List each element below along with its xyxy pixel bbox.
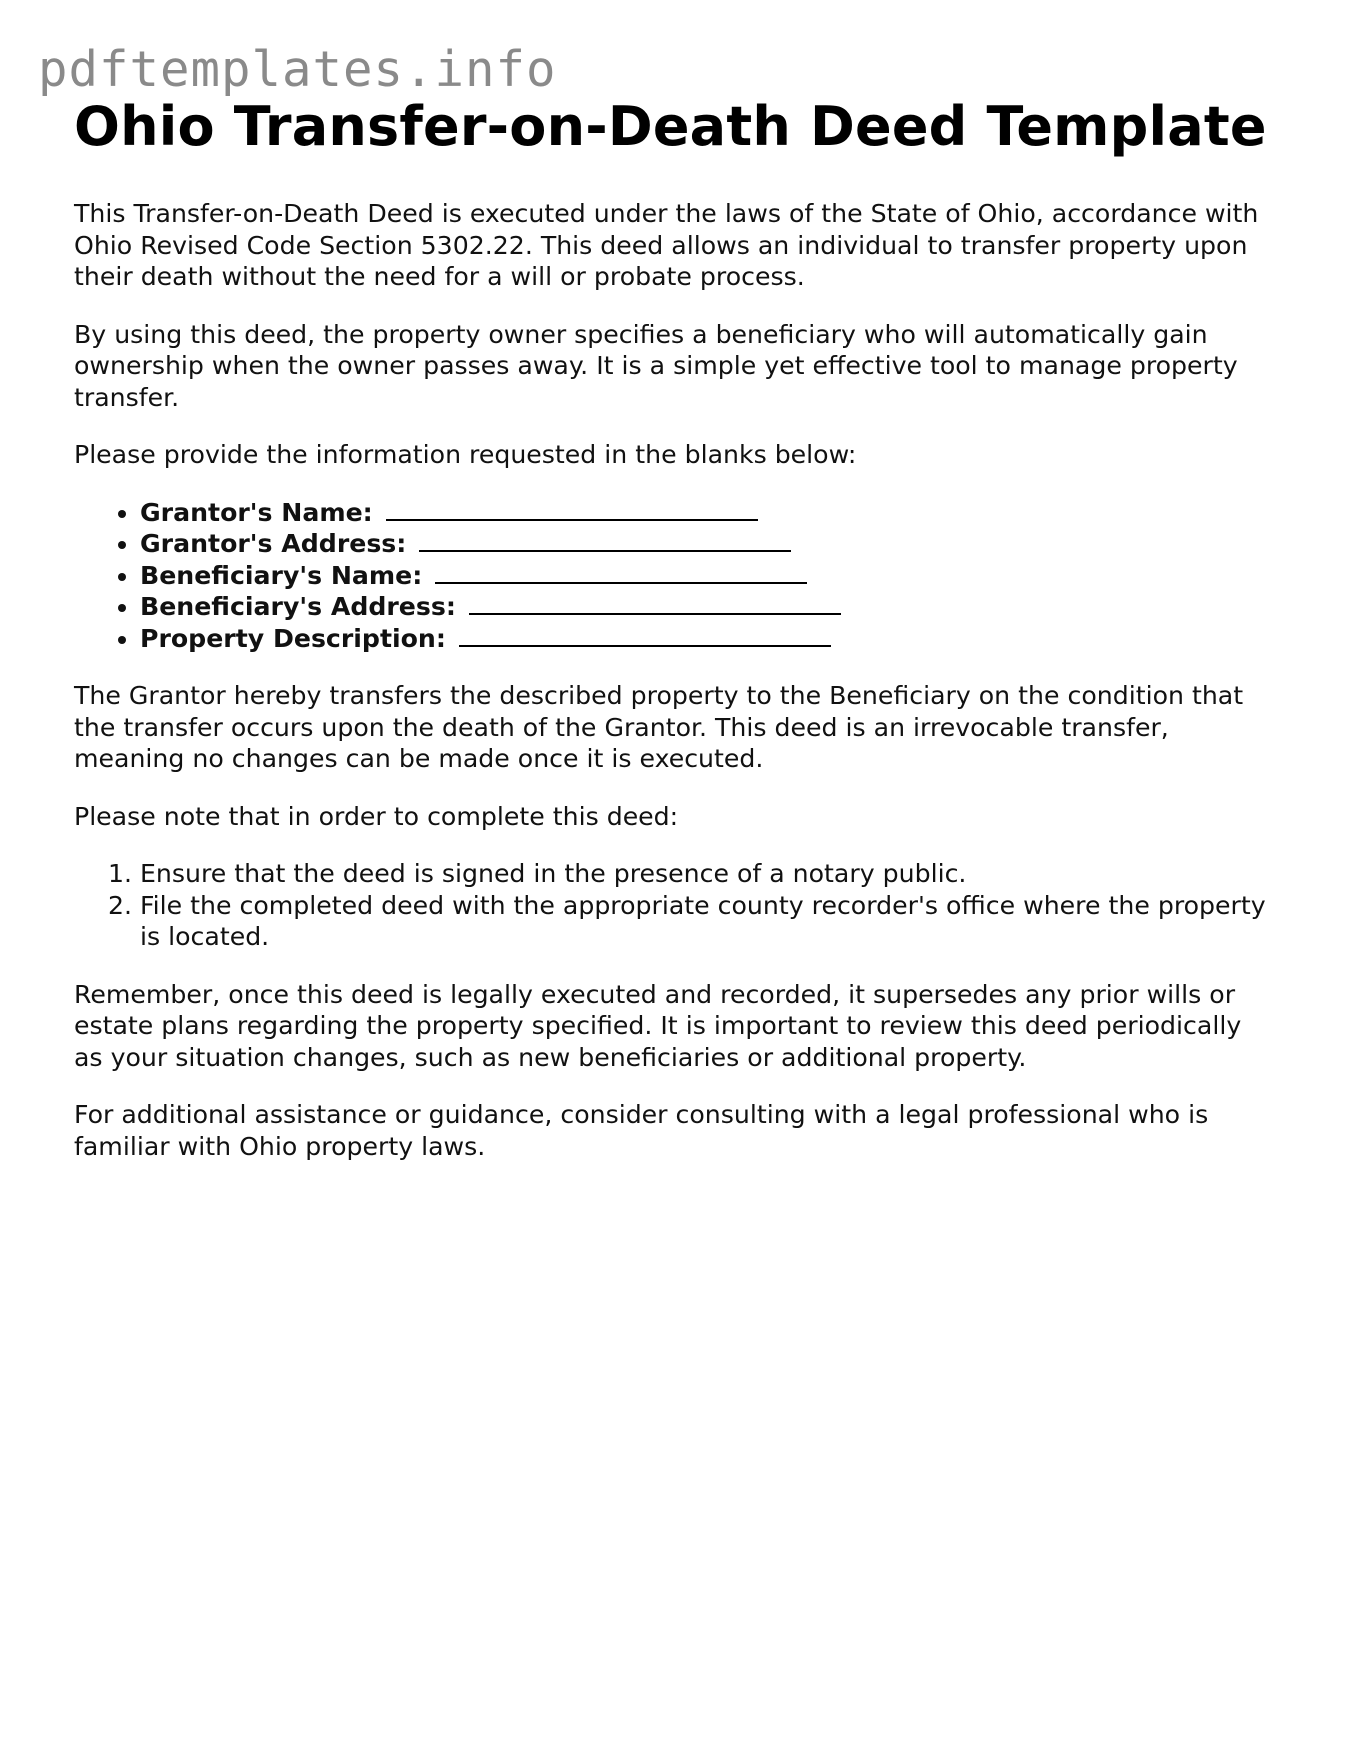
field-label: Beneficiary's Address: [140, 592, 456, 621]
field-grantor-name [140, 497, 1274, 529]
usage-paragraph: By using this deed, the property owner specifies a beneficiary who will automatically gain ownership when the owner passes away. It is a simple yet effective tool to manage property transfer. [74, 319, 1238, 412]
blank-line[interactable] [435, 560, 807, 584]
intro-paragraph: This Transfer-on-Death Deed is executed under the laws of the State of Ohio, accordance with Ohio Revised Code Section 5302.22. This deed allows an individual to transfer property upon their death without the need for a will or probate process. [74, 199, 1259, 291]
field-label: Beneficiary's Name: [140, 560, 423, 590]
field-grantor-address [140, 528, 1274, 560]
watermark: pdftemplates.info [38, 41, 557, 98]
remember-paragraph: Remember, once this deed is legally executed and recorded, it supersedes any prior wills or estate plans regarding the property specified. It is important to review this deed periodically as your situation changes, such as new beneficiaries or additional property. [74, 979, 1242, 1072]
blank-line[interactable] [386, 497, 758, 521]
request-paragraph: Please provide the information requested in the blanks below: [74, 440, 857, 469]
step-item: 2. File the completed deed with the appropriate county recorder's office where the property is located. [140, 890, 1274, 953]
document-page [74, 92, 1274, 1188]
document-body [74, 198, 1274, 1162]
blank-line[interactable] [469, 591, 841, 615]
field-label: Grantor's Address: [140, 529, 407, 558]
blank-line[interactable] [419, 528, 791, 552]
document-title: Ohio Transfer-on-Death Deed Template [74, 95, 1267, 158]
blank-line[interactable] [459, 623, 831, 647]
field-beneficiary-address [140, 591, 1274, 623]
step-item: 1. Ensure that the deed is signed in the presence of a notary public. [140, 858, 1274, 890]
assistance-paragraph: For additional assistance or guidance, consider consulting with a legal professional who is familiar with Ohio property laws. [74, 1100, 1209, 1161]
fields-list [74, 497, 1274, 655]
field-label: Property Description: [140, 623, 446, 653]
note-paragraph: Please note that in order to complete this deed: [74, 801, 679, 831]
field-beneficiary-name [140, 560, 1274, 592]
steps-list [74, 858, 1274, 953]
transfer-paragraph: The Grantor hereby transfers the described property to the Beneficiary on the condition that the transfer occurs upon the death of the Grantor. This deed is an irrevocable transfer, meaning no changes can be made once it is executed. [74, 681, 1244, 773]
field-label: Grantor's Name: [140, 497, 373, 527]
field-property-description [140, 623, 1274, 655]
